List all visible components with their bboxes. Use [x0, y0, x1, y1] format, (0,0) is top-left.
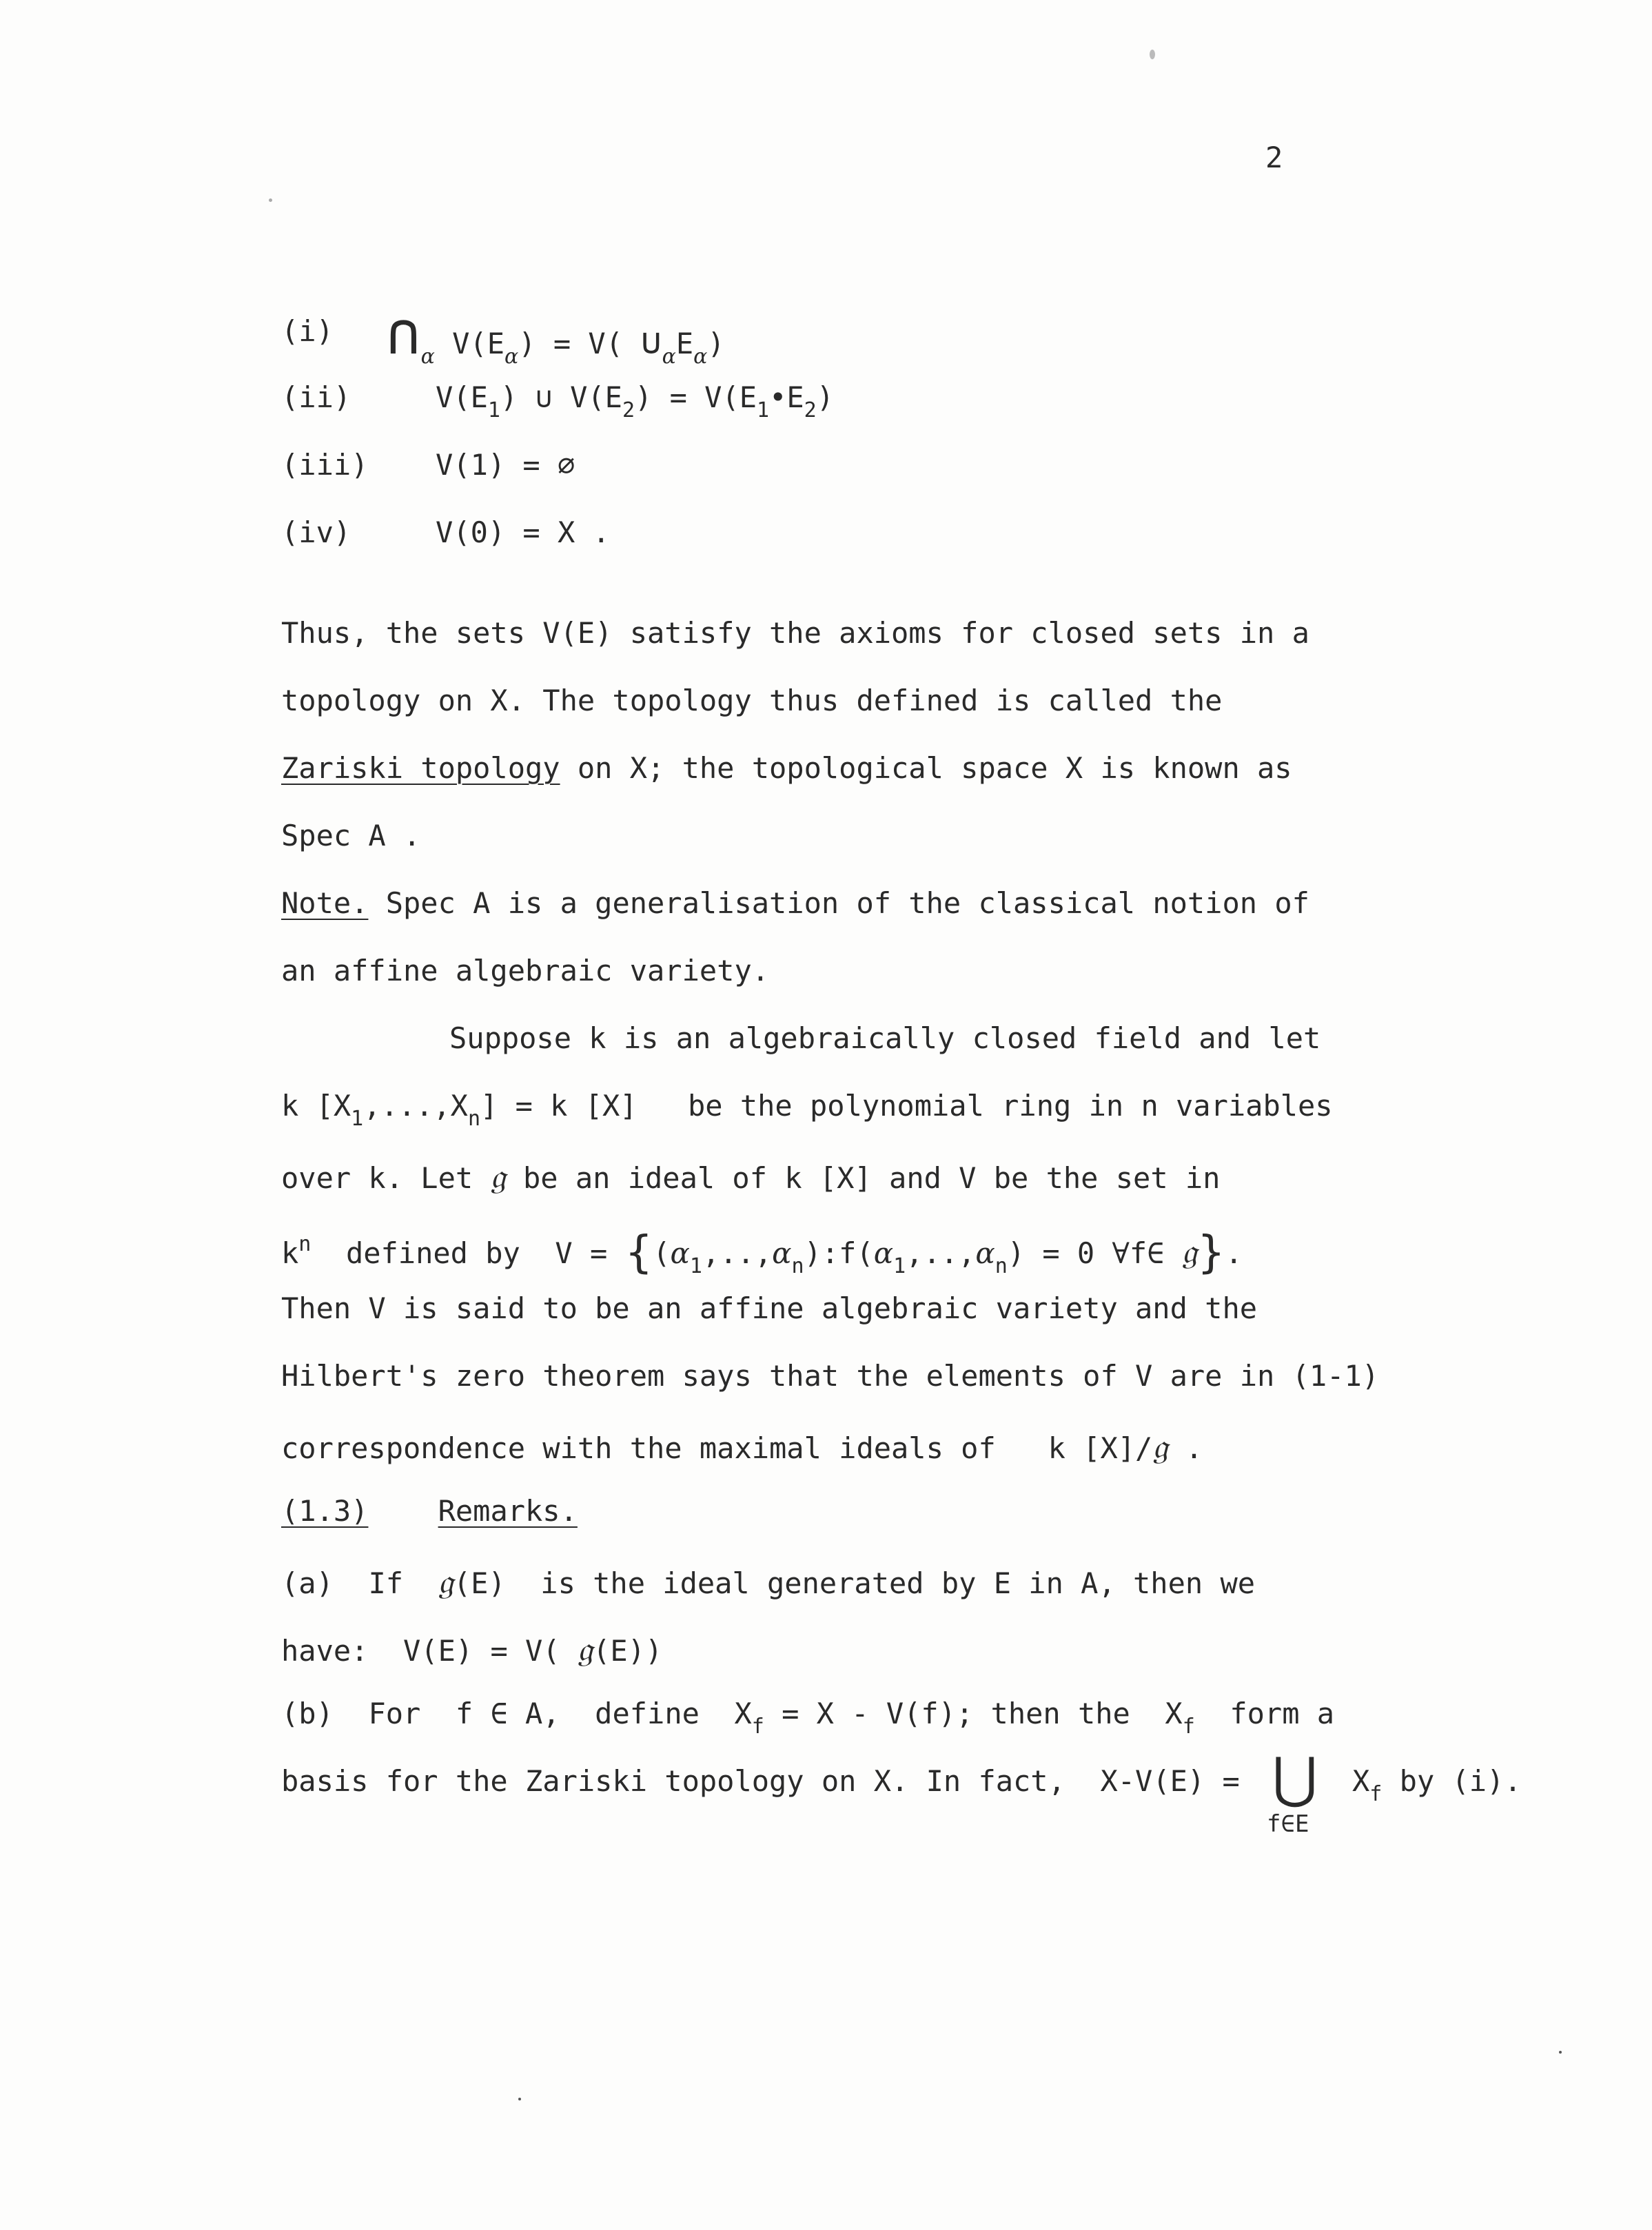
remark-b-line: $X_f$ by (i). [1352, 1764, 1522, 1806]
para2-line: Suppose k is an algebraically closed field and let [449, 1021, 1321, 1055]
para2-line: correspondence with the maximal ideals of k [X]/𝔤 . [281, 1426, 1203, 1466]
note-label: Note. [281, 886, 369, 920]
remarks-heading [281, 1494, 578, 1528]
para2-line: Hilbert's zero theorem says that the elements of V are in (1-1) [281, 1359, 1380, 1393]
remarks-title: Remarks. [438, 1494, 578, 1528]
axiom-label: (iv) [281, 515, 351, 549]
remark-a-line: (a) If 𝔤(E) is the ideal generated by E in A, then we [281, 1562, 1256, 1602]
axiom-formula: V(1) = ∅ [436, 448, 575, 482]
para2-line: Then V is said to be an affine algebraic variety and the [281, 1291, 1258, 1325]
para1-line: Zariski topology on X; the topological space X is known as [281, 751, 1292, 785]
union-index: f∈E [1267, 1810, 1309, 1838]
intersection-symbol: ∩ [386, 300, 421, 367]
axiom-label: (iii) [281, 448, 369, 482]
polynomial-ring-formula: k $[X_1,...,X_n] = k$ [X] [281, 1089, 638, 1131]
para1-line: Thus, the sets V(E) satisfy the axioms for closed sets in a [281, 616, 1309, 650]
remark-b-line: basis for the Zariski topology on X. In fact, X-V(E) = [281, 1764, 1240, 1798]
remarks-number: (1.3) [281, 1494, 369, 1528]
variety-definition: $k^n$ defined by $V = \{(\alpha_1,..,\alpha_n):f(\alpha_1,..,\alpha_n) = 0$ ∀f∈ 𝔤}. [281, 1227, 1243, 1278]
big-union-symbol: ⋃ [1272, 1746, 1318, 1810]
para2-line: over k. Let 𝔤 be an ideal of k [X] and V be the set in [281, 1156, 1221, 1196]
scan-speck [518, 2098, 521, 2100]
union-symbol: ∪ [640, 321, 662, 362]
axiom-label: (ii) [281, 380, 351, 414]
remark-b-line: (b) For f ∈ A, define $X_f = X - V(f)$; then the $X_f$ form a [281, 1697, 1335, 1739]
alpha-symbol: α [420, 345, 435, 369]
para1-line: Spec A . [281, 819, 421, 852]
axiom-formula: $\cap_\alpha$ $V(E_\alpha) = V$( $\cup_\alpha E_\alpha$) [386, 300, 725, 369]
axiom-formula: $V(E_1)$ ∪ $V(E_2)$ = $V(E_1•E_2)$ [436, 380, 835, 422]
para1-line: topology on X. The topology thus defined is called the [281, 684, 1223, 717]
scan-speck [269, 198, 272, 202]
zariski-topology-term: Zariski topology [281, 751, 560, 785]
left-brace: { [624, 1227, 653, 1278]
page-number: 2 [1265, 141, 1283, 174]
ideal-symbol: 𝔤 [490, 1156, 506, 1196]
para2-line: be the polynomial ring in n variables [688, 1089, 1333, 1123]
note-line: an affine algebraic variety. [281, 954, 770, 988]
scan-speck [1150, 50, 1155, 59]
forall-symbol: ∀ [1112, 1236, 1130, 1270]
axiom-formula: V(0) = X . [436, 515, 610, 549]
right-brace: } [1196, 1227, 1225, 1278]
scan-speck [1559, 2051, 1562, 2054]
axiom-label: (i) [281, 314, 334, 348]
remark-a-line: have: V(E) = V( 𝔤(E)) [281, 1629, 663, 1669]
note-line: Note. Spec A is a generalisation of the classical notion of [281, 886, 1309, 920]
